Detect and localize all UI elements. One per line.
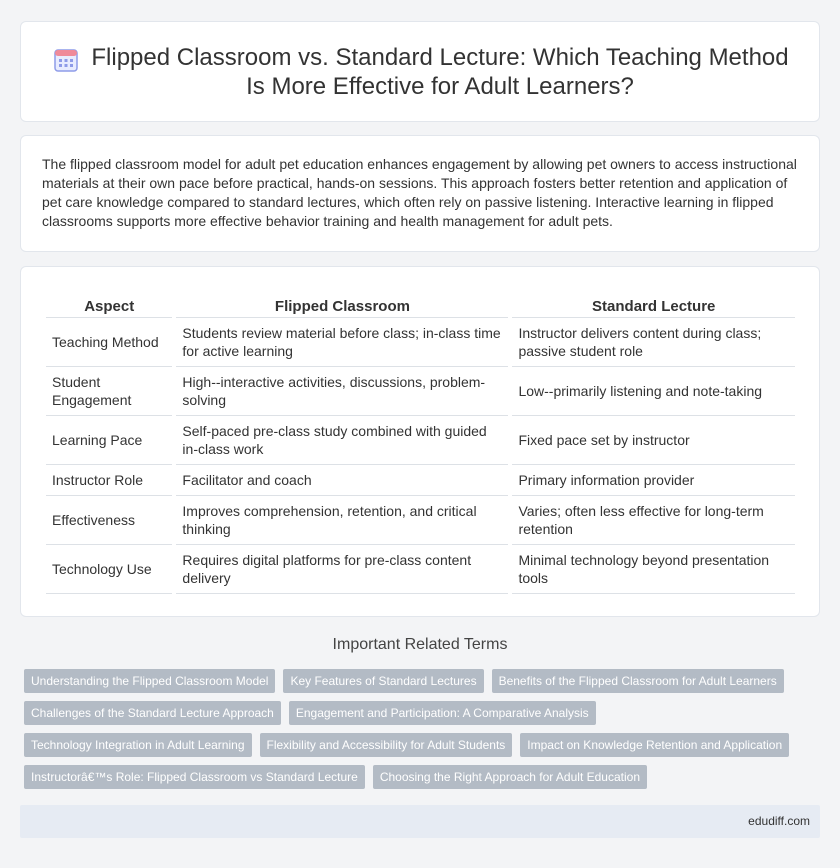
table-cell: Learning Pace bbox=[46, 416, 172, 465]
table-cell: Facilitator and coach bbox=[176, 465, 508, 496]
table-cell: Minimal technology beyond presentation tools bbox=[512, 545, 795, 594]
tag-row bbox=[24, 669, 804, 693]
comparison-table bbox=[42, 295, 799, 594]
table-row bbox=[46, 465, 795, 496]
table-row bbox=[46, 545, 795, 594]
related-term-tag[interactable]: Challenges of the Standard Lecture Approach bbox=[24, 701, 281, 725]
related-term-tag[interactable]: Flexibility and Accessibility for Adult Students bbox=[260, 733, 513, 757]
table-cell: Instructor delivers content during class; passive student role bbox=[512, 318, 795, 367]
table-cell: Self-paced pre-class study combined with guided in-class work bbox=[176, 416, 508, 465]
related-terms-list bbox=[24, 669, 804, 797]
related-term-tag[interactable]: Technology Integration in Adult Learning bbox=[24, 733, 252, 757]
table-cell: Fixed pace set by instructor bbox=[512, 416, 795, 465]
table-cell: Requires digital platforms for pre-class content delivery bbox=[176, 545, 508, 594]
table-cell: Varies; often less effective for long-term retention bbox=[512, 496, 795, 545]
table-header-row bbox=[46, 295, 795, 318]
tag-row bbox=[24, 733, 804, 757]
table-cell: Instructor Role bbox=[46, 465, 172, 496]
related-term-tag[interactable]: Instructorâ€™s Role: Flipped Classroom vs Standard Lecture bbox=[24, 765, 365, 789]
table-cell: Improves comprehension, retention, and critical thinking bbox=[176, 496, 508, 545]
table-row bbox=[46, 496, 795, 545]
header-flipped-classroom: Flipped Classroom bbox=[176, 295, 508, 318]
related-term-tag[interactable]: Impact on Knowledge Retention and Application bbox=[520, 733, 789, 757]
table-cell: Student Engagement bbox=[46, 367, 172, 416]
tag-row bbox=[24, 701, 804, 725]
table-row bbox=[46, 318, 795, 367]
table-cell: Students review material before class; in-class time for active learning bbox=[176, 318, 508, 367]
related-terms-title: Important Related Terms bbox=[332, 636, 508, 653]
header-aspect: Aspect bbox=[46, 295, 172, 318]
title-card bbox=[20, 21, 820, 122]
table-cell: Teaching Method bbox=[46, 318, 172, 367]
table-cell: Technology Use bbox=[46, 545, 172, 594]
related-term-tag[interactable]: Engagement and Participation: A Comparative Analysis bbox=[289, 701, 596, 725]
related-term-tag[interactable]: Understanding the Flipped Classroom Model bbox=[24, 669, 275, 693]
table-row bbox=[46, 367, 795, 416]
related-term-tag[interactable]: Choosing the Right Approach for Adult Education bbox=[373, 765, 647, 789]
related-term-tag[interactable]: Key Features of Standard Lectures bbox=[283, 669, 483, 693]
page-title: Flipped Classroom vs. Standard Lecture: Which Teaching Method Is More Effective for Adult Learners? bbox=[91, 43, 789, 100]
footer bbox=[20, 805, 820, 838]
intro-card bbox=[20, 135, 820, 252]
tag-row bbox=[24, 765, 804, 789]
related-term-tag[interactable]: Benefits of the Flipped Classroom for Adult Learners bbox=[492, 669, 784, 693]
table-cell: High--interactive activities, discussions, problem-solving bbox=[176, 367, 508, 416]
table-cell: Low--primarily listening and note-taking bbox=[512, 367, 795, 416]
footer-site-link[interactable]: edudiff.com bbox=[748, 814, 810, 828]
intro-paragraph: The flipped classroom model for adult pet education enhances engagement by allowing pet owners to access instructional materials at their own pace before practical, hands-on sessions. This approach fosters better retention and application of pet care knowledge compared to standard lectures, which often rely on passive listening. Interactive learning in flipped classrooms supports more effective behavior training and health management for adult pets. bbox=[42, 156, 797, 229]
comparison-table-card bbox=[20, 266, 820, 617]
table-cell: Effectiveness bbox=[46, 496, 172, 545]
header-standard-lecture: Standard Lecture bbox=[512, 295, 795, 318]
table-cell: Primary information provider bbox=[512, 465, 795, 496]
table-row bbox=[46, 416, 795, 465]
